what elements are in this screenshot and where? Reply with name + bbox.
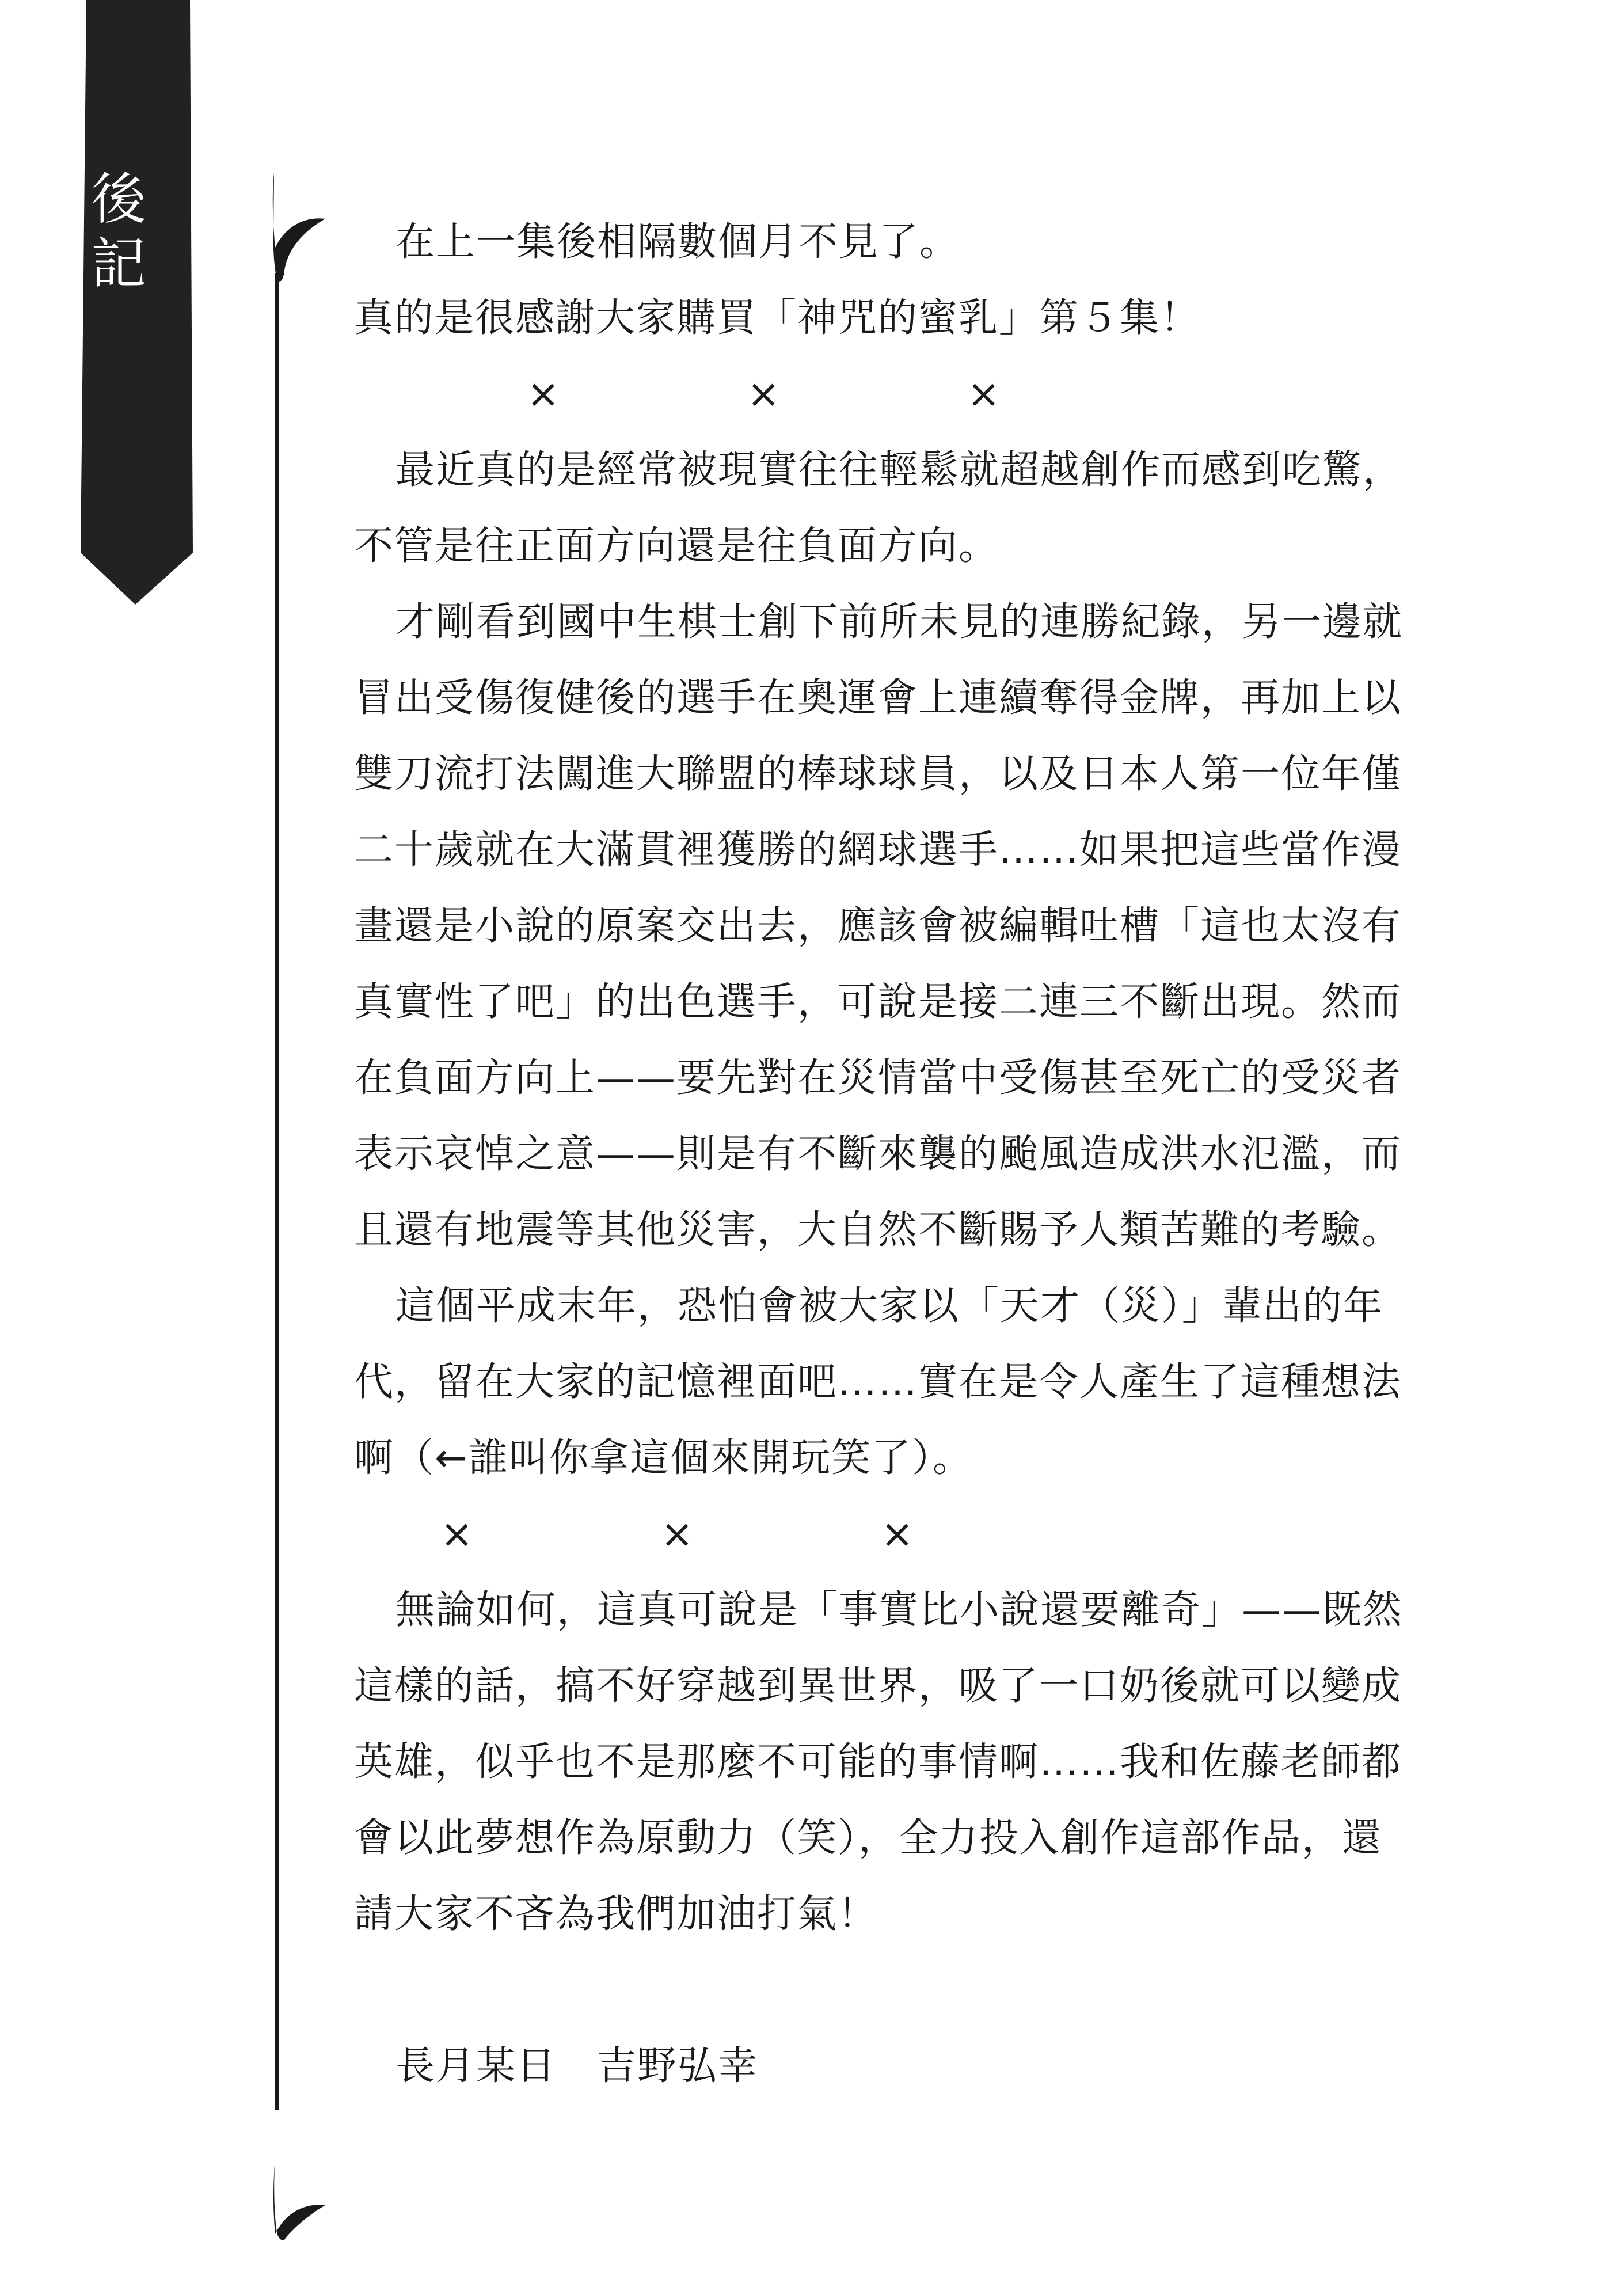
body-line: 畫還是小說的原案交出去，應該會被編輯吐槽「這也太沒有 bbox=[354, 903, 1402, 949]
section-separator: × × × bbox=[440, 1511, 915, 1557]
body-line: 真的是很感謝大家購買「神咒的蜜乳」第５集！ bbox=[354, 295, 1201, 341]
body-line: 雙刀流打法闖進大聯盟的棒球球員，以及日本人第一位年僅 bbox=[354, 751, 1402, 797]
body-line: 英雄，似乎也不是那麼不可能的事情啊……我和佐藤老師都 bbox=[354, 1739, 1402, 1785]
rule-bottom-ornament bbox=[273, 2159, 325, 2240]
signature-line: 長月某日 吉野弘幸 bbox=[395, 2043, 759, 2089]
chapter-title: 後記 bbox=[91, 167, 146, 296]
body-line: 這樣的話，搞不好穿越到異世界，吸了一口奶後就可以變成 bbox=[354, 1663, 1402, 1709]
body-line: 代，留在大家的記憶裡面吧……實在是令人產生了這種想法 bbox=[354, 1359, 1402, 1405]
body-line: 啊（←誰叫你拿這個來開玩笑了）。 bbox=[354, 1435, 973, 1481]
afterword-body bbox=[354, 204, 1482, 2104]
chapter-tab bbox=[0, 0, 196, 605]
body-line: 冒出受傷復健後的選手在奧運會上連續奪得金牌，再加上以 bbox=[354, 675, 1402, 721]
body-line: 請大家不吝為我們加油打氣！ bbox=[354, 1891, 878, 1937]
body-line: 最近真的是經常被現實往往輕鬆就超越創作而感到吃驚， bbox=[395, 447, 1404, 493]
blank-line bbox=[354, 1952, 1482, 2028]
section-separator: × × × bbox=[527, 371, 1002, 417]
body-line: 在上一集後相隔數個月不見了。 bbox=[395, 219, 960, 265]
body-line: 不管是往正面方向還是往負面方向。 bbox=[354, 523, 999, 569]
body-line: 才剛看到國中生棋士創下前所未見的連勝紀錄，另一邊就 bbox=[395, 599, 1404, 645]
rule-top-ornament bbox=[273, 173, 325, 282]
rule-line bbox=[275, 273, 279, 2110]
body-line: 二十歲就在大滿貫裡獲勝的網球選手……如果把這些當作漫 bbox=[354, 827, 1402, 873]
body-line: 無論如何，這真可說是「事實比小說還要離奇」——既然 bbox=[395, 1587, 1404, 1633]
body-line: 表示哀悼之意——則是有不斷來襲的颱風造成洪水氾濫，而 bbox=[354, 1131, 1402, 1177]
decorative-rule bbox=[271, 161, 334, 2246]
body-line: 這個平成末年，恐怕會被大家以「天才（災）」輩出的年 bbox=[395, 1283, 1384, 1329]
body-line: 真實性了吧」的出色選手，可說是接二連三不斷出現。然而 bbox=[354, 979, 1402, 1025]
body-line: 會以此夢想作為原動力（笑），全力投入創作這部作品，還 bbox=[354, 1815, 1383, 1861]
body-line: 在負面方向上——要先對在災情當中受傷甚至死亡的受災者 bbox=[354, 1055, 1402, 1101]
body-line: 且還有地震等其他災害，大自然不斷賜予人類苦難的考驗。 bbox=[354, 1207, 1402, 1253]
chapter-tab-shape bbox=[81, 0, 193, 605]
